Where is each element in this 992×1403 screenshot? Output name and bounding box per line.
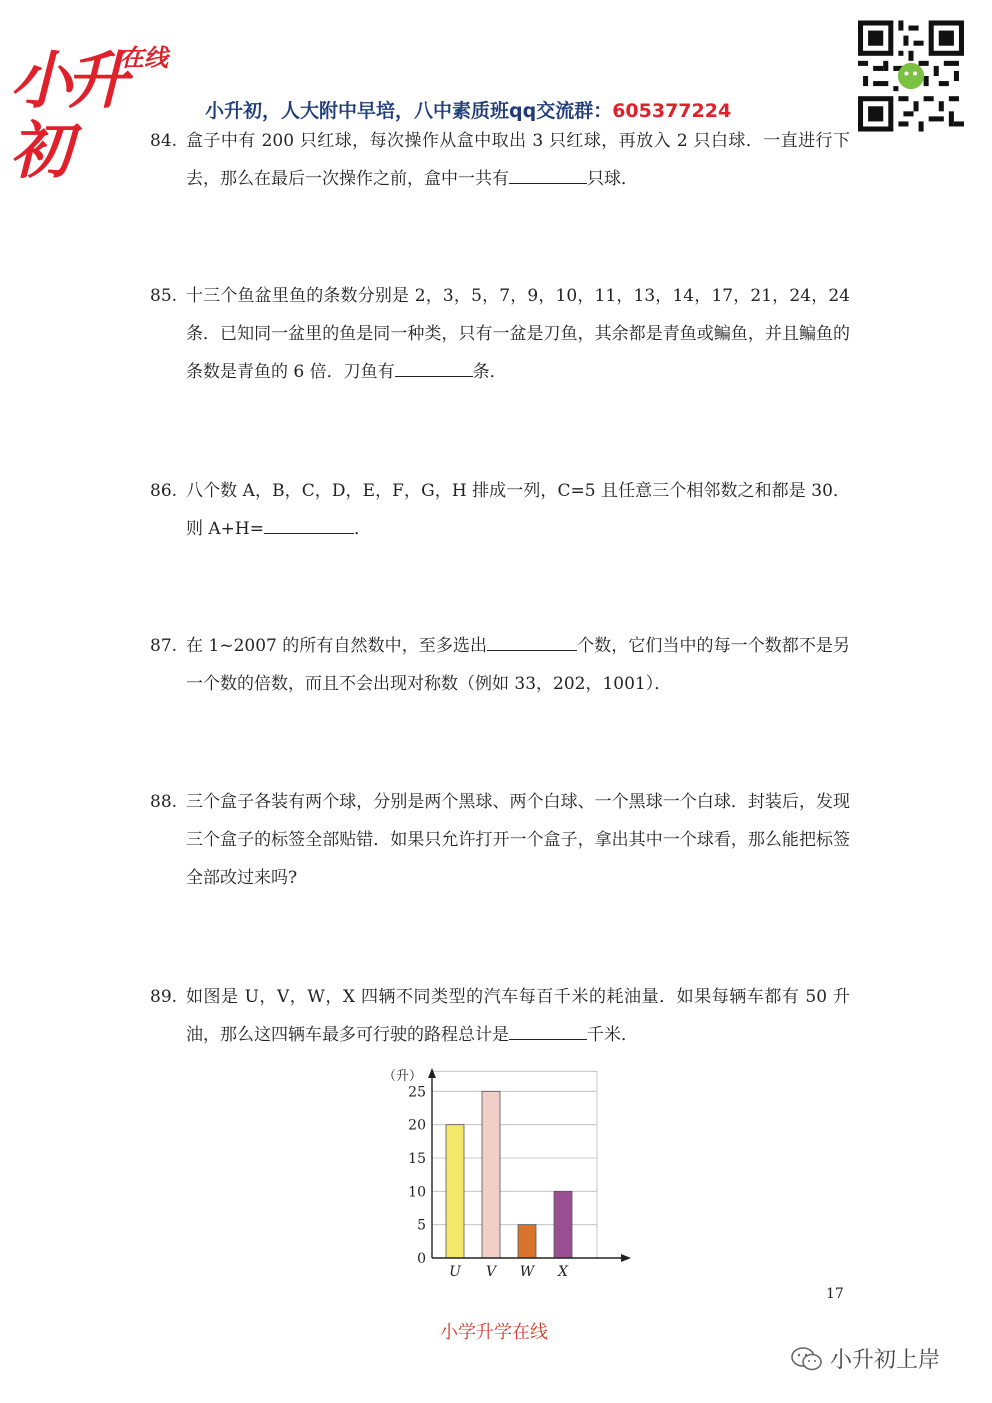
wechat-icon [790, 1346, 824, 1372]
y-tick-label: 0 [417, 1251, 426, 1267]
problem-body: 八个数 A，B，C，D，E，F，G，H 排成一列，C=5 且任意三个相邻数之和都是 30．则 A+H= [186, 481, 850, 539]
x-tick-label: U [449, 1264, 461, 1280]
y-tick-label: 5 [417, 1217, 426, 1234]
problem-85 [150, 277, 850, 391]
problem-body: 三个盒子各装有两个球，分别是两个黑球、两个白球、一个黑球一个白球．封装后，发现三个盒子的标签全部贴错．如果只允许打开一个盒子，拿出其中一个球看，那么能把标签全部改过来吗? [186, 792, 850, 888]
qr-code-icon [858, 20, 964, 132]
answer-blank [395, 362, 473, 377]
problem-number: 84. [150, 131, 178, 151]
x-tick-label: W [519, 1264, 535, 1280]
answer-blank [264, 519, 354, 534]
fuel-consumption-chart [380, 1062, 640, 1294]
bar-U [446, 1125, 464, 1258]
logo-small-text: 在线 [120, 44, 168, 72]
problem-tail: ． [354, 519, 371, 539]
problem-text [186, 472, 850, 548]
page-number: 17 [826, 1286, 844, 1302]
problem-text [186, 277, 850, 391]
banner-number: 605377224 [612, 100, 732, 122]
problem-86 [150, 472, 850, 548]
y-tick-label: 15 [408, 1151, 426, 1167]
problem-body: 十三个鱼盆里鱼的条数分别是 2，3，5，7，9，10，11，13，14，17，21，24，24 条．已知同一盆里的鱼是同一种类，只有一盆是刀鱼，其余都是青鱼或鳊鱼，并且鳊鱼的条数是青鱼的 6 倍．刀鱼有 [186, 286, 850, 382]
bar-W [518, 1225, 536, 1258]
problem-number: 88. [150, 792, 178, 812]
wechat-account-name: 小升初上岸 [830, 1348, 941, 1373]
problem-text [186, 783, 850, 897]
answer-blank [487, 636, 577, 651]
y-tick-label: 10 [408, 1184, 426, 1201]
y-axis-unit-label: （升） [382, 1069, 422, 1084]
problem-tail: 条． [472, 362, 507, 382]
problem-88 [150, 783, 850, 897]
answer-blank [509, 169, 587, 184]
problem-body: 个数，它们当中的每一个数都不是另一个数的倍数，而且不会出现对称数（例如 33，202，1001）． [186, 636, 850, 694]
problem-text [186, 122, 850, 198]
problem-text [186, 627, 850, 703]
problem-number: 86. [150, 481, 178, 501]
answer-blank [509, 1025, 587, 1040]
problem-lead: 在 1~2007 的所有自然数中，至多选出 [186, 636, 488, 656]
problem-84 [150, 122, 850, 198]
problem-number: 85. [150, 286, 178, 306]
bar-V [482, 1091, 500, 1258]
problem-tail: 只球． [587, 169, 638, 189]
problem-number: 89. [150, 987, 178, 1007]
problem-number: 87. [150, 636, 178, 656]
banner-text: 小升初，人大附中早培，八中素质班qq交流群： [205, 100, 613, 122]
x-tick-label: X [558, 1264, 568, 1280]
x-tick-label: V [485, 1264, 497, 1280]
y-tick-label: 20 [408, 1117, 426, 1134]
y-tick-label: 25 [408, 1084, 426, 1101]
problem-body: 如图是 U，V，W，X 四辆不同类型的汽车每百千米的耗油量．如果每辆车都有 50 升油，那么这四辆车最多可行驶的路程总计是 [186, 987, 850, 1045]
wechat-watermark [790, 1343, 940, 1374]
problem-87 [150, 627, 850, 703]
problem-89 [150, 978, 850, 1054]
bar-X [554, 1191, 572, 1258]
problem-text [186, 978, 850, 1054]
footer-source-text: 小学升学在线 [440, 1322, 548, 1343]
logo-big-text: 小升初 [10, 44, 123, 187]
problem-body: 盒子中有 200 只红球，每次操作从盒中取出 3 只红球，再放入 2 只白球．一直进行下去，那么在最后一次操作之前，盒中一共有 [186, 131, 850, 189]
problem-tail: 千米． [587, 1025, 638, 1045]
header-banner [205, 96, 731, 123]
